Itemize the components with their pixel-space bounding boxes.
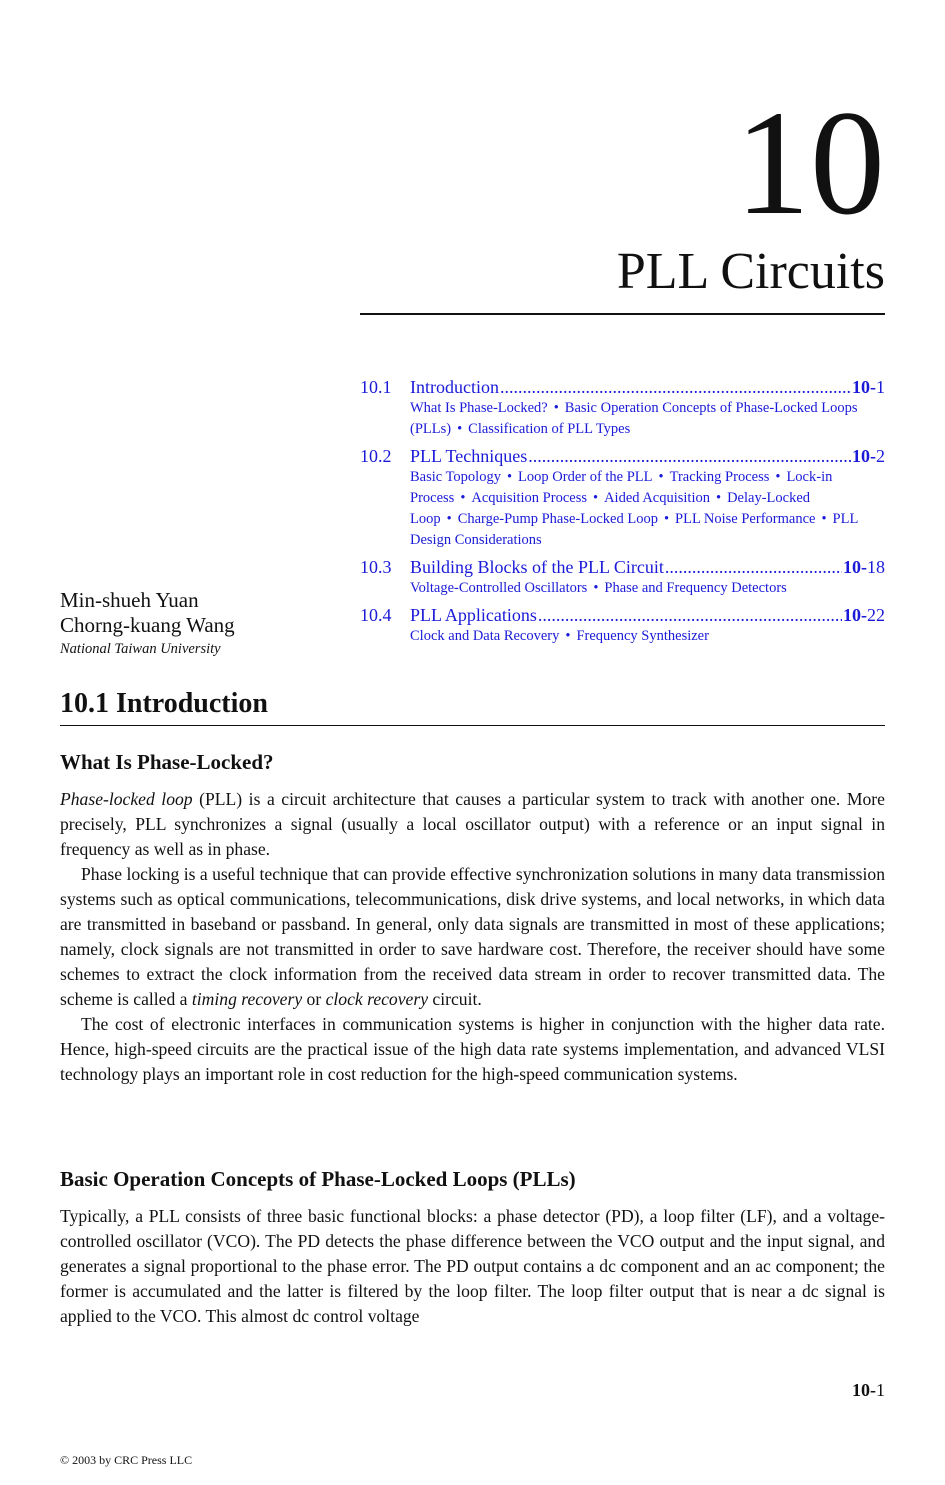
toc-page-ref: 10-2: [852, 446, 885, 466]
toc-subitem-link[interactable]: Classification of PLL Types: [468, 421, 631, 437]
bullet-separator: •: [663, 511, 670, 527]
toc-page-ref: 10-18: [843, 557, 885, 577]
subsection-heading: Basic Operation Concepts of Phase-Locked Loops (PLLs): [60, 1167, 576, 1191]
toc-title-link[interactable]: PLL Applications: [410, 605, 537, 625]
bullet-separator: •: [592, 490, 599, 506]
bullet-separator: •: [658, 469, 664, 485]
body-text: [60, 787, 885, 1087]
section-divider: [60, 725, 885, 726]
toc-subitems: [410, 398, 885, 440]
toc-entry-10-1[interactable]: [360, 376, 885, 440]
paragraph-text: (PLL) is a circuit architecture that causes a particular system to track with another one. More precisely, PLL synchronizes a signal (usually a local oscillator output) with a reference or an input signal in frequency as well as in phase.: [60, 789, 885, 859]
bullet-separator: •: [553, 400, 559, 416]
toc-number: 10.2: [360, 446, 392, 466]
paragraph: The cost of electronic interfaces in communication systems is higher in conjunction with the higher data rate. Hence, high-speed circuits are the practical issue of the high data rate systems implementation, and advanced VLSI technology plays an important role in cost reduction for the high-speed communication systems.: [60, 1014, 885, 1084]
author-block: [60, 588, 235, 660]
toc-title-link[interactable]: Building Blocks of the PLL Circuit: [410, 557, 664, 577]
toc-number: 10.4: [360, 605, 392, 625]
toc-subitem-link[interactable]: Aided Acquisition: [604, 490, 710, 506]
subsection-heading: What Is Phase-Locked?: [60, 750, 274, 774]
toc-subitem-link[interactable]: Voltage-Controlled Oscillators: [410, 580, 588, 596]
paragraph: [60, 862, 885, 1012]
toc-subitem-link[interactable]: Clock and Data Recovery: [410, 628, 560, 644]
bullet-separator: •: [446, 511, 452, 527]
bullet-separator: •: [460, 490, 466, 506]
toc-subitems: [410, 578, 885, 599]
toc-subitem-link[interactable]: Frequency Synthesizer: [576, 628, 709, 644]
bullet-separator: •: [716, 490, 722, 506]
page-number: 10-1: [852, 1380, 885, 1400]
toc-entry-10-2[interactable]: [360, 445, 885, 551]
body-text: [60, 1204, 885, 1329]
italic-term: clock recovery: [325, 989, 429, 1009]
section-heading: 10.1 Introduction: [60, 688, 268, 719]
toc-subitem-link[interactable]: Delay-Locked Loop: [410, 490, 811, 527]
toc-entry-10-3[interactable]: [360, 556, 885, 599]
toc-leader-dots: [528, 445, 851, 467]
toc-leader-dots: [538, 604, 842, 626]
toc-subitem-link[interactable]: Charge-Pump Phase-Locked Loop: [457, 511, 658, 527]
bullet-separator: •: [593, 580, 599, 596]
toc-subitem-link[interactable]: Basic Operation Concepts of Phase-Locked Loops (PLLs): [410, 400, 858, 437]
author-name: Min-shueh Yuan: [60, 588, 199, 612]
bullet-separator: •: [821, 511, 827, 527]
paragraph: Typically, a PLL consists of three basic functional blocks: a phase detector (PD), a loop filter (LF), and a voltage-controlled oscillator (VCO). The PD detects the phase difference between the VCO output and the input signal, and generates a signal proportional to the phase error. The PD output contains a dc component and an ac component; the former is accumulated and the latter is filtered by the loop filter. The loop filter output that is near a dc signal is applied to the VCO. This almost dc control voltage: [60, 1206, 885, 1326]
paragraph-text: circuit.: [428, 989, 482, 1009]
toc-number: 10.1: [360, 377, 392, 397]
toc-subitems: [410, 626, 885, 647]
chapter-number: 10: [735, 80, 885, 246]
toc-number: 10.3: [360, 557, 392, 577]
toc-leader-dots: [665, 556, 842, 578]
bullet-separator: •: [565, 628, 571, 644]
toc-page-ref: 10-22: [843, 605, 885, 625]
toc-title-link[interactable]: PLL Techniques: [410, 446, 528, 466]
copyright-notice: © 2003 by CRC Press LLC: [60, 1453, 193, 1467]
paragraph: [60, 787, 885, 862]
toc-subitems: [410, 467, 885, 551]
bullet-separator: •: [775, 469, 781, 485]
toc-leader-dots: [500, 376, 851, 398]
author-affiliation: National Taiwan University: [60, 641, 221, 657]
toc-subitem-link[interactable]: PLL Design Considerations: [410, 511, 858, 548]
toc-entry-10-4[interactable]: [360, 604, 885, 647]
toc-subitem-link[interactable]: Tracking Process: [669, 469, 770, 485]
toc-subitem-link[interactable]: Acquisition Process: [471, 490, 587, 506]
toc-subitem-link[interactable]: Phase and Frequency Detectors: [604, 580, 787, 596]
italic-term: timing recovery: [191, 989, 303, 1009]
author-name: Chorng-kuang Wang: [60, 613, 235, 637]
toc-subitem-link[interactable]: Loop Order of the PLL: [518, 469, 653, 485]
paragraph-text: Phase locking is a useful technique that can provide effective synchronization solutions in many data transmission systems such as optical communications, telecommunications, disk drive systems, and local networks, in which data are transmitted in baseband or passband. In general, only data signals are transmitted in most of these applications; namely, clock signals are not transmitted in order to save hardware cost. Therefore, the receiver should have some schemes to extract the clock information from the received data stream in order to recover transmitted data. The scheme is called a: [60, 864, 885, 1009]
toc-subitem-link[interactable]: What Is Phase-Locked?: [410, 400, 548, 416]
table-of-contents: [360, 376, 885, 652]
title-divider: [360, 313, 885, 315]
chapter-title: PLL Circuits: [616, 243, 885, 300]
toc-title-link[interactable]: Introduction: [410, 377, 499, 397]
bullet-separator: •: [506, 469, 513, 485]
bullet-separator: •: [457, 421, 463, 437]
toc-subitem-link[interactable]: Basic Topology: [410, 469, 501, 485]
toc-page-ref: 10-1: [852, 377, 885, 397]
paragraph-text: or: [302, 989, 326, 1009]
toc-subitem-link[interactable]: PLL Noise Performance: [675, 511, 816, 527]
toc-subitem-link[interactable]: Lock-in Process: [410, 469, 833, 506]
italic-term: Phase-locked loop: [60, 789, 193, 809]
